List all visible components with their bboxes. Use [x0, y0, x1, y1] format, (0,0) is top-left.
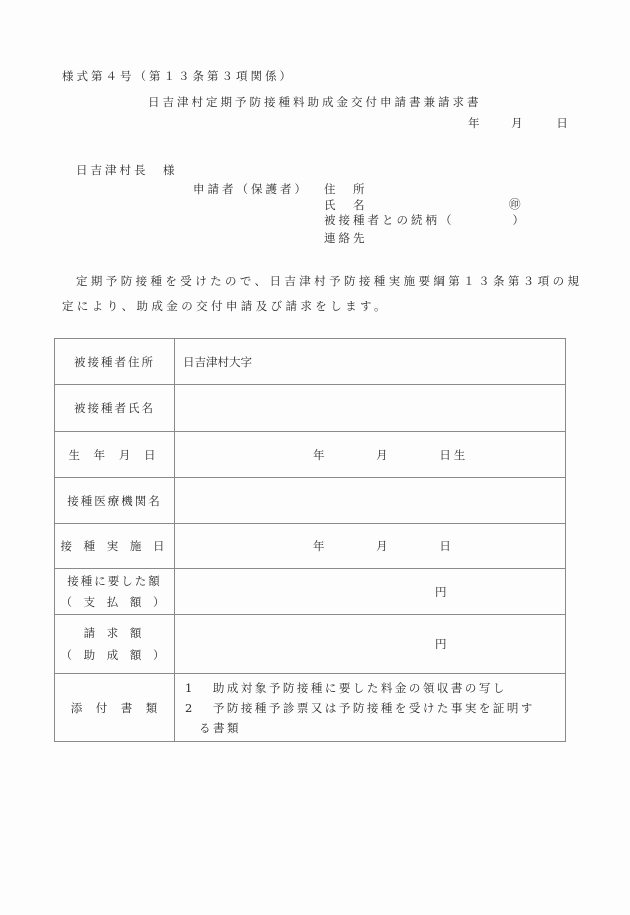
applicant-name-label: 氏 名: [324, 198, 368, 212]
row-label-attachments: 添 付 書 類: [55, 674, 175, 742]
applicant-address-label: 住 所: [324, 182, 368, 196]
application-table: [54, 338, 566, 742]
attachment-num: 1: [185, 680, 195, 695]
table-row: [55, 339, 566, 385]
date-day: 日: [556, 116, 568, 130]
table-row: [55, 524, 566, 569]
name-field[interactable]: [175, 385, 566, 432]
form-number: 様式第４号（第１３条第３項関係）: [62, 69, 294, 83]
table-row: [55, 385, 566, 432]
addressee: 日吉津村長 様: [76, 163, 178, 177]
claim-amount-label-1: 請 求 額: [83, 626, 146, 640]
document-title: 日吉津村定期予防接種料助成金交付申請書兼請求書: [148, 95, 482, 109]
body-text-line1: 定期予防接種を受けたので、日吉津村予防接種実施要綱第１３条第３項の規: [76, 274, 583, 288]
claim-amount-label-2: （ 助 成 額 ）: [60, 648, 169, 662]
table-row: [55, 478, 566, 524]
row-label-claim-amount: [55, 615, 175, 674]
date-month: 月: [511, 116, 523, 130]
attachments-list: [175, 674, 566, 742]
date-year: 年: [468, 116, 480, 130]
row-label-birthdate: 生 年 月 日: [55, 432, 175, 478]
applicant-label: 申請者（保護者）: [193, 182, 309, 196]
address-field[interactable]: 日吉津村大字: [175, 339, 566, 385]
vacc-day: 日: [439, 539, 451, 553]
table-row: [55, 674, 566, 742]
birthdate-field[interactable]: [175, 432, 566, 478]
row-label-vaccination-date: 接 種 実 施 日: [55, 524, 175, 569]
contact-label: 連絡先: [324, 231, 368, 245]
row-label-address: 被接種者住所: [55, 339, 175, 385]
header-date: [468, 115, 568, 131]
paid-amount-label-1: 接種に要した額: [67, 573, 162, 588]
table-row: [55, 615, 566, 674]
row-label-clinic: 接種医療機関名: [55, 478, 175, 524]
relationship-label: 被接種者との続柄（ ）: [324, 213, 527, 227]
attachment-item-2: [175, 698, 565, 718]
attachment-item-1: [175, 678, 565, 698]
claim-amount-field[interactable]: 円: [175, 615, 566, 674]
table-row: [55, 432, 566, 478]
clinic-field[interactable]: [175, 478, 566, 524]
body-text-line2: 定により、助成金の交付申請及び請求をします。: [62, 299, 389, 313]
seal-mark: ㊞: [509, 197, 521, 211]
attachment-text: 助成対象予防接種に要した料金の領収書の写し: [212, 680, 507, 695]
table-row: [55, 569, 566, 615]
vacc-month: 月: [376, 539, 388, 553]
paid-amount-field[interactable]: 円: [175, 569, 566, 615]
birth-day: 日生: [439, 447, 469, 462]
attachment-num: 2: [185, 700, 195, 715]
paid-amount-label-2: （ 支 払 額 ）: [60, 594, 169, 609]
attachment-text: 予防接種予診票又は予防接種を受けた事実を証明す: [212, 700, 535, 715]
attachment-item-2-cont: る書類: [199, 720, 241, 735]
birth-month: 月: [376, 447, 388, 462]
row-label-paid-amount: [55, 569, 175, 615]
vaccination-date-field[interactable]: [175, 524, 566, 569]
birth-year: 年: [313, 447, 325, 462]
vacc-year: 年: [313, 539, 325, 553]
row-label-name: 被接種者氏名: [55, 385, 175, 432]
